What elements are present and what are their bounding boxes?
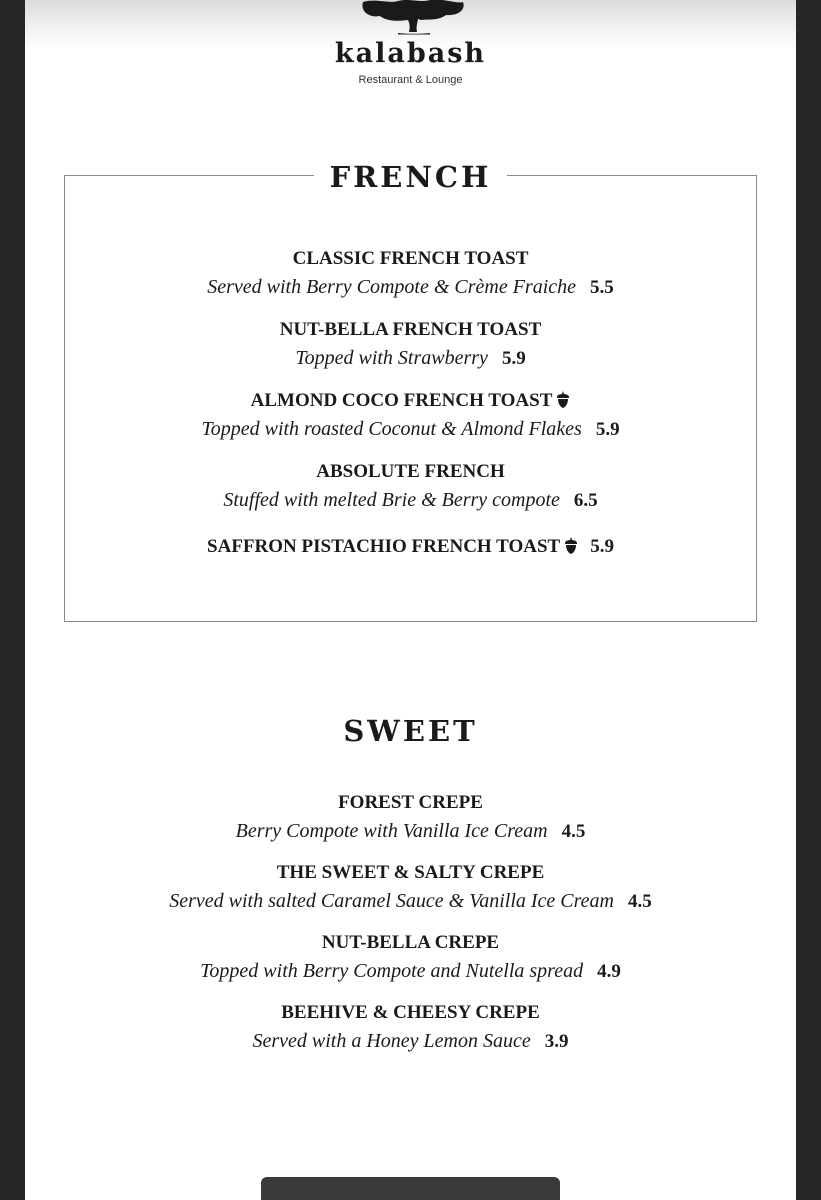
item-price: 4.9 — [597, 961, 621, 982]
item-price: 6.5 — [573, 490, 598, 511]
item-name: FOREST CREPE — [338, 792, 483, 813]
item-name-line — [25, 534, 796, 560]
item-description: Berry Compote with Vanilla Ice Cream — [235, 820, 548, 842]
item-description-line — [25, 816, 796, 846]
brand-tagline: Restaurant & Lounge — [358, 74, 463, 86]
menu-item — [25, 860, 796, 916]
brand-name: kalabash — [334, 38, 487, 69]
item-price: 5.9 — [501, 348, 526, 369]
item-description-line — [25, 343, 796, 373]
item-description: Topped with Berry Compote and Nutella spread — [200, 960, 584, 982]
item-description: Served with Berry Compote & Crème Fraiche — [207, 276, 577, 298]
item-name: NUT-BELLA CREPE — [321, 932, 500, 953]
item-description-line — [25, 272, 796, 302]
item-name: SAFFRON PISTACHIO FRENCH TOAST — [207, 536, 561, 557]
item-description-line — [25, 886, 796, 916]
item-price: 5.5 — [590, 277, 614, 298]
menu-item — [25, 930, 796, 986]
menu-item — [25, 388, 796, 444]
item-description-line — [25, 414, 796, 444]
item-name: NUT-BELLA FRENCH TOAST — [279, 319, 542, 340]
item-name: BEEHIVE & CHEESY CREPE — [281, 1002, 540, 1023]
tree-logo-icon — [358, 0, 468, 36]
item-name: CLASSIC FRENCH TOAST — [292, 248, 529, 269]
menu-item — [25, 459, 796, 515]
item-name: ABSOLUTE FRENCH — [316, 461, 505, 482]
menu-item — [25, 246, 796, 302]
bottom-toolbar[interactable] — [261, 1177, 560, 1200]
item-price: 5.9 — [590, 536, 614, 557]
item-description: Topped with roasted Coconut & Almond Flakes — [201, 418, 582, 440]
nut-icon — [564, 537, 578, 554]
item-price: 4.5 — [628, 891, 652, 912]
menu-item — [25, 1000, 796, 1056]
menu-item — [25, 534, 796, 560]
item-description-line — [25, 1026, 796, 1056]
nut-icon — [556, 391, 570, 408]
item-price: 3.9 — [544, 1031, 569, 1052]
french-section-title: FRENCH — [314, 158, 508, 196]
item-description: Served with a Honey Lemon Sauce — [252, 1030, 531, 1052]
item-name: ALMOND COCO FRENCH TOAST — [250, 390, 553, 411]
item-description: Served with salted Caramel Sauce & Vanilla Ice Cream — [169, 890, 614, 912]
menu-item — [25, 317, 796, 373]
item-name: THE SWEET & SALTY CREPE — [276, 862, 545, 883]
item-price: 5.9 — [595, 419, 620, 440]
sweet-section-title: SWEET — [343, 714, 478, 748]
item-price: 4.5 — [561, 821, 586, 842]
item-name-line — [25, 388, 796, 414]
item-description: Stuffed with melted Brie & Berry compote — [223, 489, 560, 511]
item-description-line — [25, 956, 796, 986]
item-description-line — [25, 485, 796, 515]
french-section-heading — [25, 158, 796, 199]
item-description: Topped with Strawberry — [295, 347, 488, 369]
menu-page — [25, 0, 796, 1200]
menu-item — [25, 790, 796, 846]
